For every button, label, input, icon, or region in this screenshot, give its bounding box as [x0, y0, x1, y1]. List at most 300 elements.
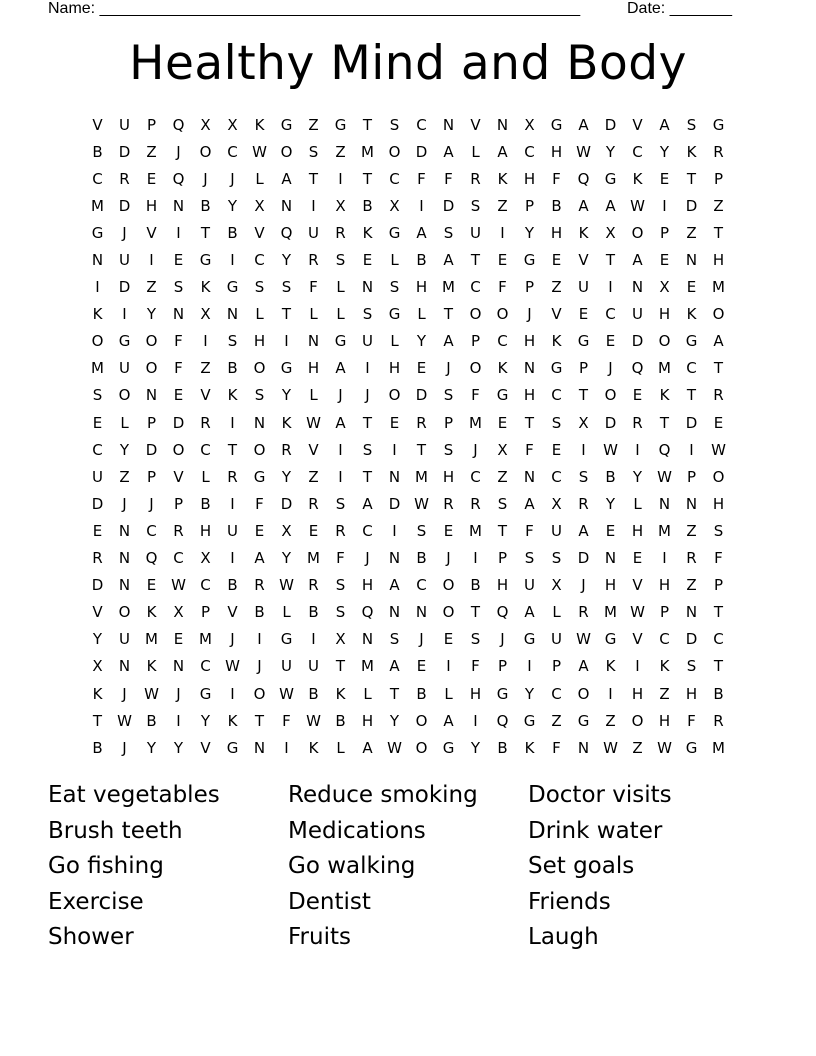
grid-letter: U	[470, 223, 481, 242]
grid-letter: Z	[551, 278, 562, 297]
grid-letter: E	[632, 386, 643, 405]
grid-letter: I	[149, 251, 154, 270]
grid-letter: F	[552, 169, 561, 188]
grid-letter: O	[172, 440, 185, 459]
grid-letter: L	[201, 467, 210, 486]
grid-letter: K	[632, 169, 643, 188]
grid-letter: E	[146, 169, 157, 188]
grid-letter: R	[200, 413, 211, 432]
grid-letter: C	[92, 169, 103, 188]
word-bank-item: Doctor visits	[528, 782, 672, 808]
grid-letter: W	[225, 657, 240, 676]
grid-letter: C	[227, 142, 238, 161]
grid-letter: F	[309, 278, 318, 297]
grid-row	[84, 328, 732, 355]
grid-letter: G	[523, 251, 536, 270]
grid-letter: T	[713, 603, 724, 622]
grid-letter: J	[230, 630, 235, 649]
grid-letter: Y	[659, 142, 670, 161]
grid-letter: E	[443, 521, 454, 540]
grid-letter: B	[92, 738, 103, 757]
grid-letter: U	[308, 657, 319, 676]
grid-letter: I	[689, 440, 694, 459]
grid-letter: T	[92, 711, 103, 730]
grid-letter: I	[230, 684, 235, 703]
grid-letter: O	[388, 386, 401, 405]
grid-letter: Y	[92, 630, 103, 649]
grid-letter: I	[311, 630, 316, 649]
grid-letter: O	[91, 332, 104, 351]
grid-letter: H	[388, 359, 401, 378]
grid-letter: B	[308, 603, 319, 622]
word-bank-item: Dentist	[288, 888, 371, 915]
word-bank-item: Set goals	[528, 853, 635, 880]
grid-letter: K	[686, 305, 697, 324]
grid-letter: G	[253, 467, 266, 486]
grid-letter: K	[605, 657, 616, 676]
grid-letter: O	[604, 386, 617, 405]
grid-letter: L	[336, 305, 345, 324]
grid-letter: P	[146, 115, 157, 134]
grid-letter: N	[253, 738, 266, 757]
grid-letter: T	[524, 413, 535, 432]
grid-letter: O	[577, 684, 590, 703]
word-bank-item: Exercise	[48, 888, 144, 915]
grid-letter: D	[118, 142, 131, 161]
grid-letter: Y	[173, 738, 184, 757]
grid-letter: I	[419, 196, 424, 215]
grid-letter: A	[578, 115, 589, 134]
grid-letter: K	[578, 223, 589, 242]
grid-letter: G	[91, 223, 104, 242]
grid-letter: B	[200, 196, 211, 215]
grid-row	[84, 599, 732, 626]
grid-row	[84, 680, 732, 707]
grid-letter: J	[176, 142, 181, 161]
grid-letter: D	[118, 196, 131, 215]
grid-letter: O	[199, 142, 212, 161]
grid-letter: V	[200, 386, 211, 405]
grid-letter: G	[388, 305, 401, 324]
grid-letter: Y	[146, 738, 157, 757]
grid-letter: T	[659, 413, 670, 432]
word-bank-item: Shower	[48, 924, 134, 951]
grid-letter: I	[608, 684, 613, 703]
grid-row	[84, 219, 732, 246]
grid-letter: U	[227, 521, 238, 540]
grid-letter: P	[524, 196, 535, 215]
grid-letter: H	[712, 494, 725, 513]
grid-letter: A	[524, 494, 535, 513]
grid-letter: S	[362, 440, 373, 459]
grid-letter: X	[200, 115, 211, 134]
grid-letter: G	[280, 115, 293, 134]
grid-letter: Y	[119, 440, 130, 459]
grid-letter: A	[416, 223, 427, 242]
grid-letter: A	[713, 332, 724, 351]
grid-letter: Y	[281, 386, 292, 405]
grid-letter: Y	[281, 549, 292, 568]
grid-letter: X	[200, 549, 211, 568]
grid-letter: T	[578, 386, 589, 405]
grid-letter: T	[686, 386, 697, 405]
grid-letter: P	[146, 467, 157, 486]
grid-letter: C	[470, 278, 481, 297]
grid-letter: N	[388, 467, 401, 486]
grid-letter: V	[200, 738, 211, 757]
grid-letter: W	[576, 630, 591, 649]
grid-letter: I	[338, 467, 343, 486]
grid-letter: I	[311, 196, 316, 215]
grid-letter: J	[446, 359, 451, 378]
grid-letter: A	[362, 494, 373, 513]
grid-letter: A	[362, 738, 373, 757]
grid-letter: R	[308, 251, 319, 270]
grid-letter: B	[254, 603, 265, 622]
grid-letter: T	[362, 169, 373, 188]
grid-letter: K	[362, 223, 373, 242]
grid-letter: N	[496, 115, 509, 134]
grid-letter: O	[118, 386, 131, 405]
grid-row	[84, 653, 732, 680]
grid-letter: S	[335, 251, 346, 270]
grid-letter: C	[497, 332, 508, 351]
grid-letter: I	[608, 278, 613, 297]
grid-letter: E	[605, 332, 616, 351]
grid-letter: T	[416, 440, 427, 459]
grid-letter: P	[497, 657, 508, 676]
grid-letter: J	[365, 549, 370, 568]
grid-letter: N	[118, 657, 131, 676]
grid-letter: Q	[631, 359, 644, 378]
grid-letter: B	[416, 684, 427, 703]
grid-letter: H	[523, 169, 536, 188]
grid-letter: G	[604, 630, 617, 649]
grid-row	[84, 734, 732, 761]
grid-letter: M	[712, 738, 725, 757]
grid-letter: G	[496, 684, 509, 703]
grid-letter: T	[281, 305, 292, 324]
grid-letter: K	[551, 332, 562, 351]
grid-letter: S	[470, 630, 481, 649]
grid-letter: F	[444, 169, 453, 188]
grid-letter: R	[335, 223, 346, 242]
grid-letter: L	[309, 305, 318, 324]
grid-letter: C	[254, 251, 265, 270]
grid-letter: R	[713, 711, 724, 730]
grid-letter: B	[227, 576, 238, 595]
grid-letter: Q	[172, 169, 185, 188]
grid-letter: C	[200, 576, 211, 595]
grid-letter: R	[308, 576, 319, 595]
grid-letter: G	[577, 332, 590, 351]
grid-letter: F	[471, 386, 480, 405]
grid-letter: X	[551, 494, 562, 513]
grid-letter: S	[281, 278, 292, 297]
grid-letter: T	[470, 603, 481, 622]
grid-letter: K	[524, 738, 535, 757]
grid-letter: A	[578, 521, 589, 540]
grid-letter: T	[605, 251, 616, 270]
grid-letter: H	[523, 332, 536, 351]
grid-letter: A	[605, 196, 616, 215]
grid-letter: Z	[605, 711, 616, 730]
grid-letter: X	[524, 115, 535, 134]
grid-letter: P	[578, 359, 589, 378]
word-bank-item: Reduce smoking	[288, 782, 478, 808]
grid-letter: N	[442, 115, 455, 134]
grid-letter: O	[631, 223, 644, 242]
grid-letter: I	[446, 657, 451, 676]
grid-letter: M	[658, 359, 671, 378]
grid-letter: J	[122, 738, 127, 757]
grid-letter: P	[713, 169, 724, 188]
grid-letter: F	[282, 711, 291, 730]
grid-letter: E	[92, 521, 103, 540]
grid-letter: O	[280, 142, 293, 161]
grid-letter: Q	[361, 603, 374, 622]
grid-letter: Y	[200, 711, 211, 730]
grid-letter: S	[443, 440, 454, 459]
grid-letter: B	[605, 467, 616, 486]
grid-letter: H	[361, 576, 374, 595]
grid-letter: I	[365, 359, 370, 378]
grid-letter: E	[659, 169, 670, 188]
grid-letter: Z	[686, 521, 697, 540]
grid-letter: P	[686, 467, 697, 486]
grid-letter: R	[578, 494, 589, 513]
grid-letter: Q	[172, 115, 185, 134]
grid-letter: T	[443, 305, 454, 324]
grid-letter: F	[255, 494, 264, 513]
grid-letter: A	[443, 251, 454, 270]
grid-letter: M	[199, 630, 212, 649]
grid-letter: X	[254, 196, 265, 215]
grid-letter: E	[443, 630, 454, 649]
grid-letter: V	[254, 223, 265, 242]
grid-letter: A	[578, 657, 589, 676]
grid-letter: M	[658, 521, 671, 540]
grid-letter: S	[335, 603, 346, 622]
grid-letter: J	[527, 305, 532, 324]
grid-letter: I	[203, 332, 208, 351]
grid-letter: I	[284, 332, 289, 351]
grid-letter: B	[713, 684, 724, 703]
grid-letter: S	[389, 630, 400, 649]
grid-letter: P	[659, 223, 670, 242]
grid-letter: E	[389, 413, 400, 432]
grid-letter: D	[91, 576, 104, 595]
grid-letter: Z	[497, 196, 508, 215]
grid-letter: S	[578, 467, 589, 486]
grid-letter: S	[254, 386, 265, 405]
grid-letter: G	[523, 630, 536, 649]
grid-letter: H	[523, 386, 536, 405]
grid-letter: U	[119, 359, 130, 378]
grid-letter: D	[415, 386, 428, 405]
grid-letter: Z	[308, 467, 319, 486]
grid-letter: V	[308, 440, 319, 459]
grid-letter: G	[199, 251, 212, 270]
grid-letter: B	[335, 711, 346, 730]
grid-row	[84, 626, 732, 653]
grid-letter: H	[415, 278, 428, 297]
grid-letter: M	[91, 196, 104, 215]
grid-letter: M	[415, 467, 428, 486]
word-bank-item: Go fishing	[48, 853, 164, 880]
grid-letter: S	[713, 521, 724, 540]
grid-letter: C	[416, 115, 427, 134]
grid-letter: O	[469, 359, 482, 378]
grid-letter: Y	[524, 223, 535, 242]
grid-letter: W	[603, 738, 618, 757]
grid-letter: K	[281, 413, 292, 432]
grid-letter: O	[253, 440, 266, 459]
grid-letter: X	[173, 603, 184, 622]
grid-letter: X	[281, 521, 292, 540]
grid-letter: B	[497, 738, 508, 757]
word-bank-item: Fruits	[288, 924, 351, 951]
grid-letter: Y	[605, 494, 616, 513]
grid-letter: N	[253, 413, 266, 432]
grid-letter: W	[603, 440, 618, 459]
grid-letter: A	[443, 332, 454, 351]
grid-letter: P	[551, 657, 562, 676]
grid-letter: M	[361, 142, 374, 161]
grid-letter: T	[335, 657, 346, 676]
grid-letter: G	[388, 223, 401, 242]
grid-letter: T	[227, 440, 238, 459]
grid-letter: W	[252, 142, 267, 161]
grid-letter: N	[415, 603, 428, 622]
grid-letter: K	[146, 603, 157, 622]
grid-letter: P	[173, 494, 184, 513]
grid-letter: I	[392, 521, 397, 540]
grid-letter: B	[416, 251, 427, 270]
grid-letter: F	[525, 440, 534, 459]
grid-letter: Z	[308, 115, 319, 134]
grid-letter: C	[389, 169, 400, 188]
word-bank-item: Eat vegetables	[48, 782, 220, 808]
grid-letter: F	[498, 278, 507, 297]
grid-letter: P	[443, 413, 454, 432]
grid-letter: R	[92, 549, 103, 568]
grid-letter: S	[497, 494, 508, 513]
grid-letter: B	[362, 196, 373, 215]
grid-letter: U	[119, 251, 130, 270]
grid-letter: V	[173, 467, 184, 486]
grid-letter: K	[335, 684, 346, 703]
grid-letter: L	[120, 413, 129, 432]
grid-letter: K	[308, 738, 319, 757]
grid-letter: J	[365, 386, 370, 405]
grid-letter: G	[334, 115, 347, 134]
grid-letter: I	[176, 223, 181, 242]
grid-letter: H	[253, 332, 266, 351]
grid-row	[84, 246, 732, 273]
grid-letter: Y	[416, 332, 427, 351]
grid-letter: Z	[200, 359, 211, 378]
grid-row	[84, 138, 732, 165]
grid-letter: W	[279, 576, 294, 595]
grid-row	[84, 355, 732, 382]
grid-letter: N	[685, 603, 698, 622]
grid-letter: K	[200, 278, 211, 297]
grid-letter: K	[497, 359, 508, 378]
grid-letter: R	[227, 467, 238, 486]
grid-letter: E	[416, 657, 427, 676]
grid-letter: E	[551, 251, 562, 270]
grid-row	[84, 165, 732, 192]
grid-letter: X	[335, 196, 346, 215]
grid-letter: P	[497, 549, 508, 568]
grid-letter: E	[713, 413, 724, 432]
grid-row	[84, 192, 732, 219]
grid-letter: U	[632, 305, 643, 324]
grid-letter: V	[470, 115, 481, 134]
grid-letter: N	[280, 196, 293, 215]
grid-letter: E	[686, 278, 697, 297]
grid-row	[84, 111, 732, 138]
grid-letter: S	[686, 115, 697, 134]
grid-letter: R	[308, 494, 319, 513]
grid-letter: D	[280, 494, 293, 513]
grid-letter: S	[551, 549, 562, 568]
grid-letter: P	[470, 332, 481, 351]
grid-letter: S	[686, 657, 697, 676]
grid-letter: U	[308, 223, 319, 242]
grid-letter: M	[361, 657, 374, 676]
grid-letter: Y	[632, 467, 643, 486]
grid-letter: V	[578, 251, 589, 270]
grid-letter: S	[470, 196, 481, 215]
grid-letter: O	[415, 738, 428, 757]
grid-letter: M	[145, 630, 158, 649]
grid-letter: K	[227, 386, 238, 405]
grid-letter: N	[118, 521, 131, 540]
grid-letter: T	[200, 223, 211, 242]
grid-letter: I	[527, 657, 532, 676]
grid-letter: L	[390, 332, 399, 351]
grid-letter: C	[659, 630, 670, 649]
grid-letter: J	[419, 630, 424, 649]
grid-letter: F	[471, 657, 480, 676]
grid-letter: I	[284, 738, 289, 757]
grid-letter: X	[551, 576, 562, 595]
grid-letter: H	[469, 684, 482, 703]
grid-letter: Z	[713, 196, 724, 215]
grid-letter: F	[525, 521, 534, 540]
grid-letter: I	[581, 440, 586, 459]
grid-letter: N	[172, 657, 185, 676]
grid-letter: E	[605, 521, 616, 540]
grid-letter: Z	[551, 711, 562, 730]
grid-letter: C	[200, 657, 211, 676]
grid-letter: S	[227, 332, 238, 351]
grid-letter: N	[604, 549, 617, 568]
grid-letter: A	[389, 576, 400, 595]
grid-letter: L	[633, 494, 642, 513]
grid-letter: K	[659, 657, 670, 676]
grid-letter: Z	[146, 278, 157, 297]
grid-letter: S	[335, 576, 346, 595]
grid-letter: T	[686, 169, 697, 188]
grid-letter: N	[91, 251, 104, 270]
grid-letter: Z	[686, 223, 697, 242]
grid-letter: C	[146, 521, 157, 540]
grid-letter: Y	[281, 251, 292, 270]
grid-letter: I	[230, 251, 235, 270]
